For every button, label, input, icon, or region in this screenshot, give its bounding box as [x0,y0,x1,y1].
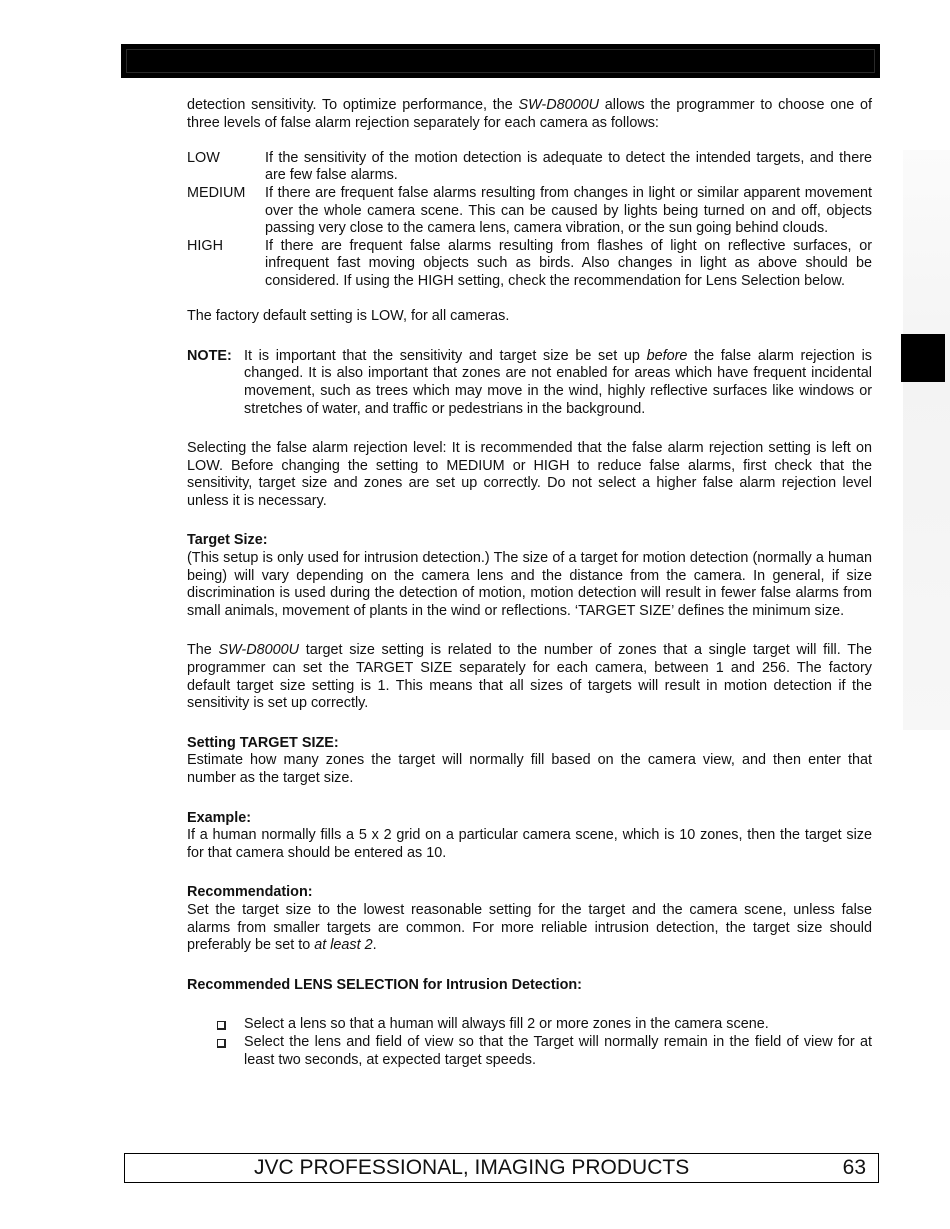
level-term: MEDIUM [187,184,246,201]
checkbox-bullet-icon [217,1021,226,1030]
intro-text-end: allows the programmer to choose one of three levels of false alarm rejection separately for each camera as follows: [187,97,872,131]
default-setting-note: The factory default setting is LOW, for all cameras. [187,308,510,325]
recommendation-text [187,902,872,955]
section-tab-marker [901,334,945,382]
selecting-paragraph: Selecting the false alarm rejection level: It is recommended that the false alarm rejection setting is left on LOW. Before changing the setting to MEDIUM or HIGH to reduce false alarms, first check that the sensitivity, target size and zones are set up correctly. Do not select a higher false alarm rejection level unless it is necessary. [187,440,872,509]
target-size-setting-paragraph [187,642,872,712]
note-text-start: It is important that the sensitivity and target size be set up [244,347,647,364]
para-text-end: target size setting is related to the number of zones that a single target will fill. The programmer can set the TARGET SIZE separately for each camera, between 1 and 256. The factory default target size setting is 1. This means that all sizes of targets will result in motion detection if the sensitivity is set up correctly. [187,642,872,712]
recommendation-heading: Recommendation: [187,884,313,901]
setting-target-size-heading: Setting TARGET SIZE: [187,734,339,751]
level-term: LOW [187,149,220,166]
setting-target-size-text: Estimate how many zones the target will normally fill based on the camera view, and then enter that number as the target size. [187,752,872,786]
recommendation-text-end: . [372,937,377,954]
target-size-heading: Target Size: [187,532,268,549]
level-description: If there are frequent false alarms resulting from flashes of light on reflective surfaces, or infrequent fast moving objects such as birds. Also changes in light as above should be considered. If using the HIGH setting, check the recommendation for Lens Selection below. [265,237,872,289]
level-medium [187,185,872,238]
recommendation-emphasis: at least 2 [314,937,373,954]
intro-paragraph [187,97,872,132]
checkbox-bullet-icon [217,1039,226,1048]
product-name: SW-D8000U [518,97,599,113]
margin-shading [903,150,950,730]
level-term: HIGH [187,237,223,254]
note-label: NOTE: [187,347,232,364]
level-high [187,238,872,291]
recommendation-text-start: Set the target size to the lowest reasonable setting for the target and the camera scene, unless false alarms from smaller targets are common. For more reliable intrusion detection, the target size should preferably be set to [187,901,872,954]
lens-selection-list [187,1016,872,1069]
footer-title: JVC PROFESSIONAL, IMAGING PRODUCTS [254,1156,690,1179]
list-item [217,1034,872,1069]
note-text [244,348,872,418]
page-content [187,97,872,1069]
example-heading: Example: [187,809,251,826]
note-emphasis: before [646,347,688,364]
lens-selection-heading: Recommended LENS SELECTION for Intrusion Detection: [187,976,582,993]
note-text-end: the false alarm rejection is changed. It is also important that zones are not enabled for areas which have frequent incidental movement, such as trees which may move in the wind, highly reflective surfaces like windows or stretches of water, and traffic or pedestrians in the background. [244,347,872,417]
level-low [187,150,872,185]
header-bar [121,44,880,78]
page-number: 63 [842,1156,866,1179]
example-text: If a human normally fills a 5 x 2 grid on a particular camera scene, which is 10 zones, then the target size for that camera should be entered as 10. [187,827,872,861]
product-name: SW-D8000U [218,642,300,659]
target-size-paragraph: (This setup is only used for intrusion detection.) The size of a target for motion detection (normally a human being) will vary depending on the camera lens and the distance from the camera. In general, if size discrimination is used during the detection of motion, motion detection will result in fewer false alarms from small animals, movement of plants in the wind or reflections. ‘TARGET SIZE’ defines the minimum size. [187,550,872,619]
list-item-text: Select a lens so that a human will always fill 2 or more zones in the camera scene. [244,1016,769,1033]
level-description: If the sensitivity of the motion detection is adequate to detect the intended targets, and there are few false alarms. [265,149,872,184]
note-block [187,348,872,418]
list-item [217,1016,872,1034]
header-bar-inner [126,49,875,73]
rejection-levels-list [187,150,872,291]
page-footer [124,1153,879,1183]
level-description: If there are frequent false alarms resulting from changes in light or similar apparent movement over the whole camera scene. This can be caused by lights being turned on and off, objects passing very close to the camera lens, camera vibration, or the sun going behind clouds. [265,184,872,237]
para-text-start: The [187,642,219,659]
intro-text-start: detection sensitivity. To optimize performance, the [187,97,519,113]
list-item-text: Select the lens and field of view so that the Target will normally remain in the field of view for at least two seconds, at expected target speeds. [244,1033,872,1068]
